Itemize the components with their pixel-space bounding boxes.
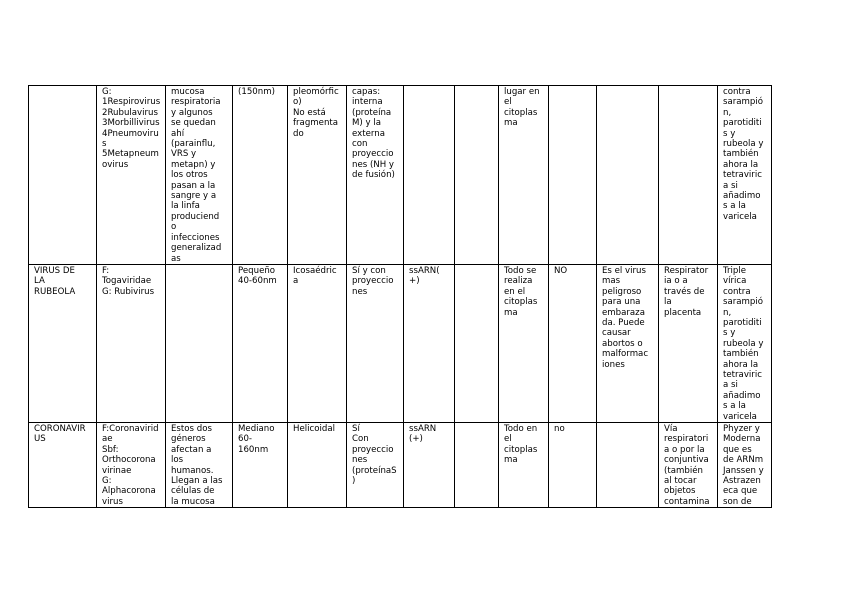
cell-size: Pequeño 40-60nm bbox=[233, 264, 288, 422]
cell-vaccine: Triple vírica contra sarampió n, parotiditi s y rubeola y también ahora la tetraviric a si añadimo s a la varicela bbox=[718, 264, 772, 422]
cell-vaccine: contra sarampió n, parotiditi s y rubeola y también ahora la tetraviric a si añadimo s a la varicela bbox=[718, 86, 772, 265]
cell-size: (150nm) bbox=[233, 86, 288, 265]
cell-replication: Todo en el citoplas ma bbox=[499, 423, 549, 508]
table-row bbox=[29, 86, 772, 265]
cell-description: Estos dos géneros afectan a los humanos. Llegan a las células de la mucosa bbox=[166, 423, 233, 508]
table-row bbox=[29, 423, 772, 508]
cell-replication: Todo se realiza en el citoplas ma bbox=[499, 264, 549, 422]
cell-empty bbox=[455, 423, 499, 508]
cell-symmetry: Helicoidal bbox=[288, 423, 347, 508]
cell-transmission bbox=[659, 86, 718, 265]
cell-symmetry: pleomórfic o) No está fragmenta do bbox=[288, 86, 347, 265]
virus-table bbox=[28, 85, 772, 508]
cell-envelope: Sí Con proyeccio nes (proteínaS ) bbox=[347, 423, 404, 508]
cell-genome bbox=[404, 86, 455, 265]
cell-taxonomy: F:Coronavirid ae Sbf: Orthocorona virinae G: Alphacorona virus bbox=[97, 423, 166, 508]
cell-vaccine: Phyzer y Moderna que es de ARNm Janssen y Astrazen eca que son de bbox=[718, 423, 772, 508]
cell-virus-name bbox=[29, 86, 97, 265]
cell-empty bbox=[455, 264, 499, 422]
cell-taxonomy: F: Togaviridae G: Rubivirus bbox=[97, 264, 166, 422]
cell-envelope: Sí y con proyeccio nes bbox=[347, 264, 404, 422]
cell-notes: Es el virus mas peligroso para una embaraza da. Puede causar abortos o malformac iones bbox=[597, 264, 659, 422]
cell-flag: NO bbox=[549, 264, 597, 422]
cell-description: mucosa respiratoria y algunos se quedan ahí (parainflu, VRS y metapn) y los otros pasan a la sangre y a la linfa produciend o infecciones generalizad as bbox=[166, 86, 233, 265]
cell-transmission: Vía respiratori a o por la conjuntiva (también al tocar objetos contamina bbox=[659, 423, 718, 508]
cell-replication: lugar en el citoplas ma bbox=[499, 86, 549, 265]
table-row bbox=[29, 264, 772, 422]
cell-flag bbox=[549, 86, 597, 265]
cell-notes bbox=[597, 86, 659, 265]
cell-envelope: capas: interna (proteína M) y la externa con proyeccio nes (NH y de fusión) bbox=[347, 86, 404, 265]
cell-virus-name: CORONAVIR US bbox=[29, 423, 97, 508]
cell-transmission: Respirator ia o a través de la placenta bbox=[659, 264, 718, 422]
cell-genome: ssARN( +) bbox=[404, 264, 455, 422]
cell-description bbox=[166, 264, 233, 422]
cell-size: Mediano 60- 160nm bbox=[233, 423, 288, 508]
cell-flag: no bbox=[549, 423, 597, 508]
cell-notes bbox=[597, 423, 659, 508]
cell-virus-name: VIRUS DE LA RUBEOLA bbox=[29, 264, 97, 422]
cell-taxonomy: G: 1Respirovirus 2Rubulavirus 3Morbillivirus 4Pneumoviru s 5Metapneum ovirus bbox=[97, 86, 166, 265]
cell-symmetry: Icosaédric a bbox=[288, 264, 347, 422]
cell-empty bbox=[455, 86, 499, 265]
cell-genome: ssARN (+) bbox=[404, 423, 455, 508]
